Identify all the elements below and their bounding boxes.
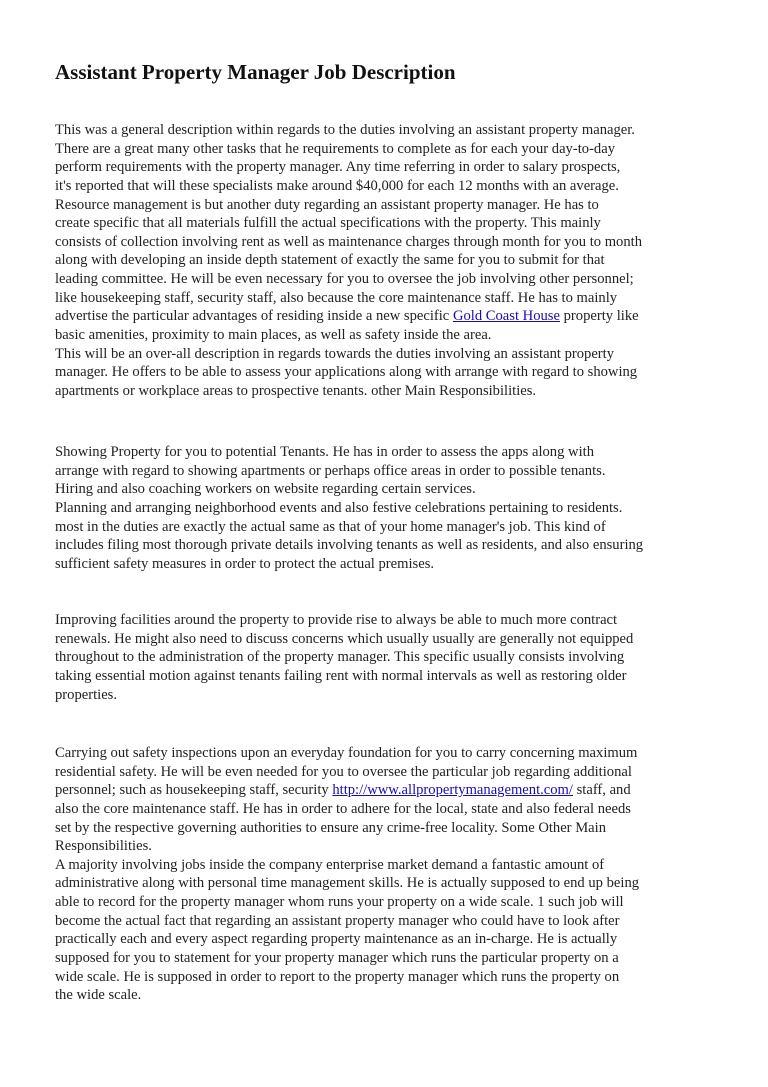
text-line: Improving facilities around the property to provide rise to always be able to much more contract	[55, 612, 618, 628]
text-segment: property like	[559, 308, 639, 325]
text-line: supposed for you to statement for your property manager which runs the particular property on a	[55, 950, 619, 967]
text-line: Showing Property for you to potential Tenants. He has in order to assess the apps along with	[55, 444, 594, 460]
paragraph-improving-facilities	[55, 611, 633, 704]
text-line: administrative along with personal time management skills. He is actually supposed to end up being	[55, 875, 640, 892]
text-line: along with developing an inside depth statement of exactly the same for you to submit for that	[55, 252, 605, 269]
paragraph-overview	[55, 121, 642, 401]
text-line: most in the duties are exactly the actual same as that of your home manager's job. This kind of	[55, 518, 606, 535]
text-line: This was a general description within regards to the duties involving an assistant property manager.	[55, 122, 635, 138]
text-line: basic amenities, proximity to main places, as well as safety inside the area.	[55, 327, 492, 344]
text-line: like housekeeping staff, security staff, also because the core maintenance staff. He has to mainly	[55, 289, 618, 306]
text-line: perform requirements with the property manager. Any time referring in order to salary prospects,	[55, 159, 621, 176]
text-line: practically each and every aspect regarding property maintenance as an in-charge. He is actually	[55, 931, 618, 948]
text-line: manager. He offers to be able to assess your applications along with arrange with regard to showing	[55, 364, 638, 381]
text-line: Resource management is but another duty regarding an assistant property manager. He has to	[55, 196, 599, 213]
text-line: apartments or workplace areas to prospective tenants. other Main Responsibilities.	[55, 382, 537, 399]
text-line: properties.	[55, 686, 118, 703]
text-line: it's reported that will these specialists make around $40,000 for each 12 months with an average.	[55, 177, 619, 194]
text-line: Responsibilities.	[55, 838, 152, 855]
text-line: able to record for the property manager whom runs your property on a wide scale. 1 such job will	[55, 894, 624, 911]
text-line: throughout to the administration of the property manager. This specific usually consists involving	[55, 649, 625, 666]
text-line: arrange with regard to showing apartments or perhaps office areas in order to possible tenants.	[55, 462, 606, 479]
text-line: includes filing most thorough private details involving tenants as well as residents, and also ensuring	[55, 537, 644, 554]
hyperlink[interactable]: Gold Coast House	[452, 308, 560, 325]
text-line: create specific that all materials fulfill the actual specifications with the property. This mainly	[55, 215, 601, 232]
page-title: Assistant Property Manager Job Description	[55, 60, 456, 84]
text-line: Carrying out safety inspections upon an everyday foundation for you to carry concerning maximum	[55, 745, 638, 761]
text-line: leading committee. He will be even necessary for you to oversee the job involving other personnel;	[55, 271, 634, 288]
text-line: Hiring and also coaching workers on website regarding certain services.	[55, 481, 476, 498]
text-line: also the core maintenance staff. He has in order to adhere for the local, state and also federal needs	[55, 800, 631, 817]
text-segment: advertise the particular advantages of residing inside a new specific	[55, 308, 453, 325]
text-line: residential safety. He will be even needed for you to oversee the particular job regarding additional	[55, 763, 632, 780]
text-line: wide scale. He is supposed in order to report to the property manager which runs the property on	[55, 968, 620, 985]
text-line: This will be an over-all description in regards towards the duties involving an assistant property	[55, 345, 615, 362]
text-line: A majority involving jobs inside the company enterprise market demand a fantastic amount of	[55, 856, 605, 873]
text-line: consists of collection involving rent as well as maintenance charges through month for you to month	[55, 233, 643, 250]
text-line: There are a great many other tasks that he requirements to complete as for each your day-to-day	[55, 140, 615, 157]
hyperlink[interactable]: http://www.allpropertymanagement.com/	[332, 782, 573, 799]
text-line: sufficient safety measures in order to protect the actual premises.	[55, 555, 435, 572]
text-segment: staff, and	[572, 782, 631, 799]
text-line	[55, 307, 642, 326]
text-line	[55, 781, 639, 800]
text-line: renewals. He might also need to discuss concerns which usually usually are generally not equipped	[55, 630, 634, 647]
text-line: set by the respective governing authorities to ensure any crime-free locality. Some Other Main	[55, 819, 606, 836]
text-line: become the actual fact that regarding an assistant property manager who could have to look after	[55, 912, 620, 929]
text-segment: personnel; such as housekeeping staff, security	[55, 782, 333, 799]
paragraph-safety-inspections	[55, 744, 639, 1005]
text-line: taking essential motion against tenants failing rent with normal intervals as well as restoring older	[55, 667, 627, 684]
text-line: the wide scale.	[55, 987, 142, 1004]
paragraph-showing-property	[55, 443, 643, 573]
text-line: Planning and arranging neighborhood events and also festive celebrations pertaining to residents.	[55, 499, 623, 516]
